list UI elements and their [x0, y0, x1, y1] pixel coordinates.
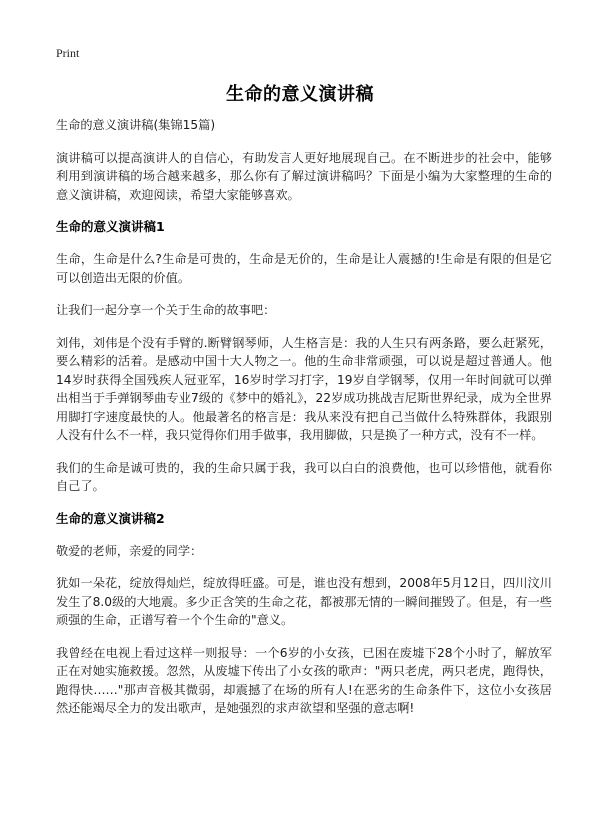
section-2-paragraph-1: 敬爱的老师，亲爱的同学：: [56, 543, 203, 558]
section-1-heading: 生命的意义演讲稿1: [56, 219, 165, 234]
section-1-paragraph-4: 我们的生命是诚可贵的，我的生命只属于我，我可以白白的浪费他，也可以珍惜他，就看你自己了。: [56, 460, 552, 493]
page-title: 生命的意义演讲稿: [226, 84, 374, 105]
print-link[interactable]: Print: [56, 46, 80, 60]
section-1-paragraph-2: 让我们一起分享一个关于生命的故事吧：: [56, 303, 276, 317]
article-body: [56, 116, 552, 732]
intro-paragraph: 演讲稿可以提高演讲人的自信心，有助发言人更好地展现自己。在不断进步的社会中，能够利用到演讲稿的场合越来越多，那么你有了解过演讲稿吗？下面是小编为大家整理的生命的意义演讲稿，欢迎阅读，希望大家能够喜欢。: [56, 150, 552, 202]
section-1-paragraph-3: 刘伟，刘伟是个没有手臂的.断臂钢琴师，人生格言是：我的人生只有两条路，要么赶紧死，要么精彩的活着。是感动中国十大人物之一。他的生命非常顽强，可以说是超过普通人。他14岁时获得全国残疾人冠亚军，16岁时学习打字，19岁自学钢琴，仅用一年时间就可以弹出相当于手弹钢琴曲专业7级的《梦中的婚礼》，22岁成功挑战吉尼斯世界纪录，成为全世界用脚打字速度最快的人。他最著名的格言是：我从来没有把自己当做什么特殊群体，我跟别人没有什么不一样，我只觉得你们用手做事，我用脚做，只是换了一种方式，没有不一样。: [56, 335, 552, 442]
section-1-paragraph-1: 生命，生命是什么?生命是可贵的，生命是无价的，生命是让人震撼的!生命是有限的但是它可以创造出无限的价值。: [56, 252, 552, 285]
section-2-heading: 生命的意义演讲稿2: [56, 510, 165, 526]
article-subtitle: 生命的意义演讲稿(集锦15篇): [56, 118, 216, 132]
section-2-paragraph-2: 犹如一朵花，绽放得灿烂，绽放得旺盛。可是，谁也没有想到，2008年5月12日，四川汶川发生了8.0级的大地震。多少正含笑的生命之花，都被那无情的一瞬间摧毁了。但是，有一些顽强的生命，正谱写着一个个生命的"意义。: [56, 576, 552, 627]
section-2-paragraph-3: 我曾经在电视上看过这样一则报导：一个6岁的小女孩，已困在废墟下28个小时了，解放军正在对她实施救援。忽然，从废墟下传出了小女孩的歌声："两只老虎，两只老虎，跑得快，跑得快……"那声音极其微弱，却震撼了在场的所有人!在恶劣的生命条件下，这位小女孩居然还能竭尽全力的发出歌声，是她强烈的求声欲望和坚强的意志啊!: [56, 645, 552, 715]
